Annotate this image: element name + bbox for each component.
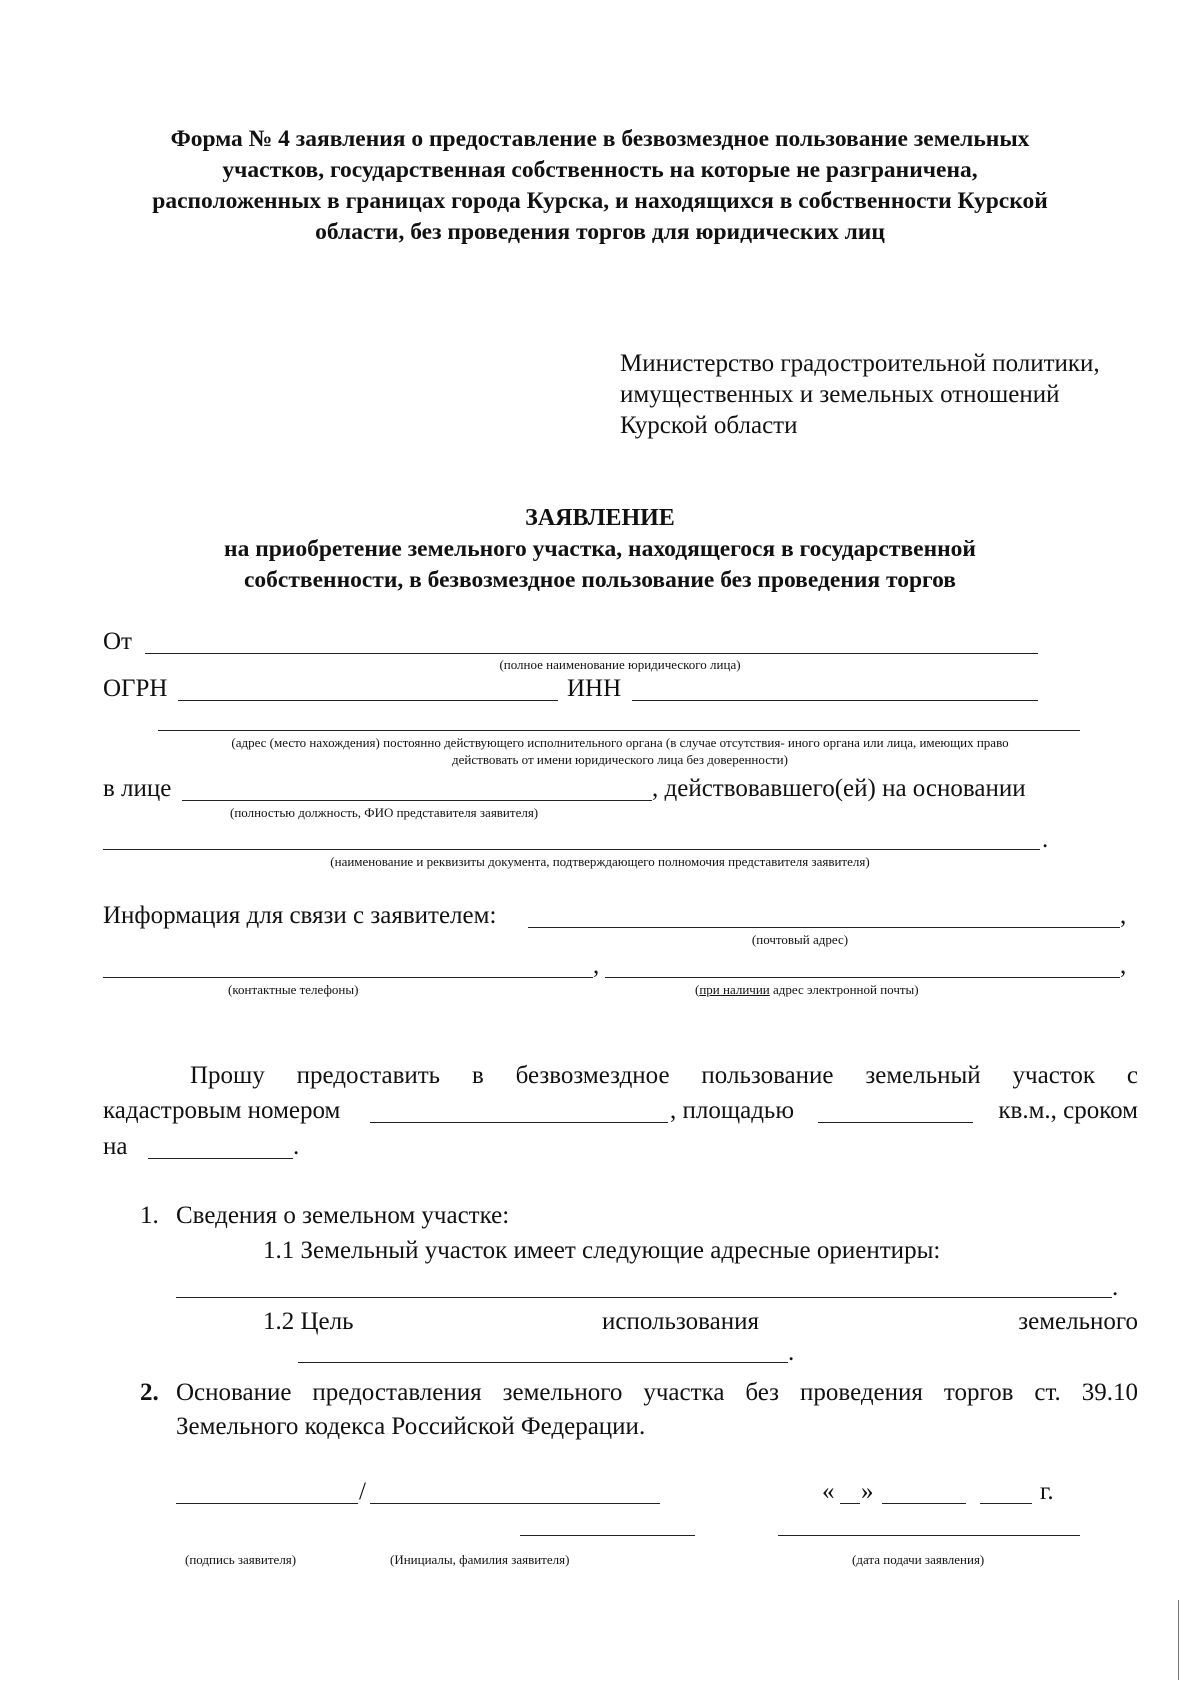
person-label: в лице [103, 775, 172, 802]
purpose-period: . [788, 1339, 795, 1366]
item2-line1: Основание предоставления земельного участка без проведения торгов ст. 39.10 [176, 1379, 1138, 1406]
applicant-name-caption: (Инициалы, фамилия заявителя) [390, 1552, 570, 1567]
item1-text: Сведения о земельном участке: [176, 1202, 510, 1229]
representative-caption: (полностью должность, ФИО представителя заявителя) [230, 805, 539, 820]
item12-middle: использования [602, 1308, 759, 1335]
signature-field[interactable] [176, 1503, 358, 1504]
email-caption [695, 982, 919, 998]
landmarks-period: . [1112, 1274, 1119, 1301]
year-suffix: г. [1040, 1478, 1054, 1505]
form-title-line4: области, без проведения торгов для юридических лиц [315, 219, 885, 245]
company-name-caption: (полное наименование юридического лица) [499, 657, 741, 672]
addressee-line2: имущественных и земельных отношений [620, 381, 1060, 408]
acting-basis-text: , действовавшего(ей) на основании [652, 775, 1026, 802]
item2-number: 2. [140, 1379, 159, 1406]
statement-subtitle-line2: собственности, в безвозмездное пользование без проведения торгов [244, 567, 956, 593]
signature-caption: (подпись заявителя) [185, 1552, 297, 1567]
ogrn-label: ОГРН [103, 675, 168, 702]
form-title-line2: участков, государственная собственность на которые не разграничена, [222, 157, 978, 183]
from-label: От [103, 628, 132, 655]
date-underline [778, 1535, 1080, 1536]
email-comma: , [1120, 952, 1127, 979]
ogrn-field[interactable] [178, 700, 558, 701]
authority-document-caption: (наименование и реквизиты документа, подтверждающего полномочия представителя заявителя) [330, 854, 870, 869]
contact-info-label: Информация для связи с заявителем: [103, 902, 497, 929]
date-caption: (дата подачи заявления) [852, 1552, 985, 1567]
representative-field[interactable] [182, 800, 652, 801]
inn-field[interactable] [632, 700, 1038, 701]
email-field[interactable] [605, 977, 1120, 978]
executive-address-field[interactable] [158, 730, 1080, 731]
name-underline [520, 1535, 695, 1536]
email-caption-rest: адрес электронной почты) [769, 982, 919, 997]
term-on-label: на [103, 1133, 128, 1160]
date-month-field[interactable] [882, 1503, 966, 1504]
date-quote-close: » [861, 1478, 874, 1505]
email-caption-conditional: при наличии [699, 982, 770, 997]
authority-period: . [1042, 826, 1049, 853]
area-label: , площадью [670, 1097, 794, 1124]
item12-number: 1.2 Цель [263, 1308, 354, 1335]
signature-slash: / [359, 1478, 366, 1505]
cadastral-number-field[interactable] [370, 1122, 668, 1123]
addressee-line1: Министерство градостроительной политики, [620, 350, 1100, 377]
date-quote-open: « [822, 1478, 835, 1505]
address-landmarks-field[interactable] [176, 1297, 1112, 1298]
addressee-line3: Курской области [620, 412, 798, 439]
company-name-field[interactable] [145, 653, 1038, 654]
applicant-name-field[interactable] [370, 1503, 660, 1504]
request-line1: Прошу предоставить в безвозмездное пользование земельный участок с [190, 1062, 1138, 1089]
form-title-line3: расположенных в границах города Курска, и находящихся в собственности Курской [152, 188, 1048, 214]
purpose-field[interactable] [298, 1362, 788, 1363]
form-title-line1: Форма № 4 заявления о предоставление в безвозмездное пользование земельных [170, 126, 1030, 152]
statement-subtitle-line1: на приобретение земельного участка, находящегося в государственной [224, 536, 976, 562]
item1-number: 1. [140, 1202, 159, 1229]
item2-line2: Земельного кодекса Российской Федерации. [176, 1413, 646, 1440]
postal-address-caption: (почтовый адрес) [751, 932, 849, 947]
date-day-field[interactable] [840, 1503, 860, 1504]
term-period: . [293, 1133, 300, 1160]
cadastral-label: кадастровым номером [103, 1097, 341, 1124]
postal-comma: , [1120, 902, 1127, 929]
scan-edge-mark [1178, 1600, 1179, 1680]
item11-text: 1.1 Земельный участок имеет следующие адресные ориентиры: [263, 1237, 941, 1264]
postal-address-field[interactable] [528, 927, 1120, 928]
email-caption-open: ( [695, 982, 700, 997]
date-year-field[interactable] [980, 1503, 1032, 1504]
phones-comma: , [593, 952, 600, 979]
inn-label: ИНН [567, 675, 622, 702]
authority-document-field[interactable] [103, 849, 1040, 850]
address-caption-line2: действовать от имени юридического лица без доверенности) [452, 752, 788, 767]
item12-end: земельного [1018, 1308, 1138, 1335]
statement-title: ЗАЯВЛЕНИЕ [525, 505, 675, 531]
phones-field[interactable] [103, 977, 593, 978]
area-field[interactable] [818, 1122, 973, 1123]
term-field[interactable] [148, 1158, 293, 1159]
phones-caption: (контактные телефоны) [228, 982, 359, 997]
address-caption-line1: (адрес (место нахождения) постоянно действующего исполнительного органа (в случае отсутствия- иного органа или лица, имеющих право [231, 735, 1009, 750]
term-label: кв.м., сроком [998, 1097, 1138, 1124]
